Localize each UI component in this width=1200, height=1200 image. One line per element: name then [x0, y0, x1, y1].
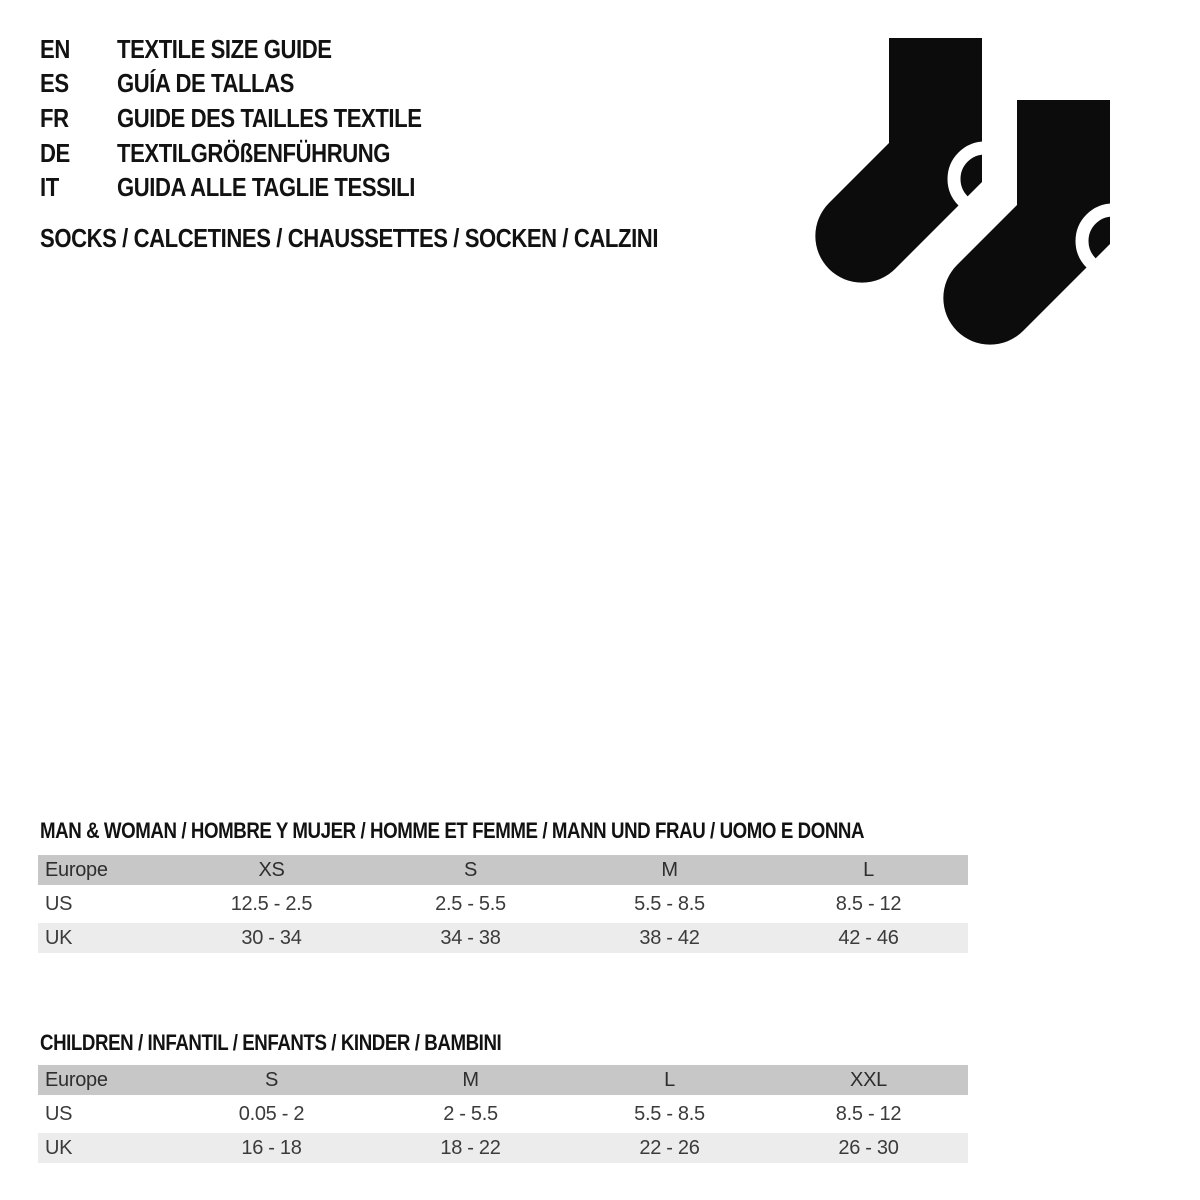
children-us-row: [38, 1099, 968, 1129]
legend-label-en: TEXTILE SIZE GUIDE: [117, 33, 332, 64]
language-code-it: IT: [40, 172, 59, 203]
category-subtitle: [40, 222, 767, 254]
children-size-table: [38, 1065, 968, 1167]
legend-row-de: [40, 136, 475, 171]
legend-row-es: [40, 67, 475, 102]
adults-us-row: [38, 889, 968, 919]
adults-table-header-row: [38, 855, 968, 885]
size-value: 5.5 - 8.5: [634, 1102, 705, 1125]
language-legend: [40, 32, 475, 205]
size-value: 8.5 - 12: [835, 892, 902, 915]
column-header-region: Europe: [45, 1068, 108, 1091]
category-subtitle-text: SOCKS / CALCETINES / CHAUSSETTES / SOCKEN / CALZINI: [40, 222, 659, 253]
row-label-us: US: [45, 1102, 73, 1125]
size-value: 38 - 42: [639, 926, 700, 949]
language-code-en: EN: [40, 33, 70, 64]
size-value: 8.5 - 12: [835, 1102, 902, 1125]
row-label-uk: UK: [45, 1136, 73, 1159]
column-header-s: S: [264, 1068, 279, 1091]
column-header-region: Europe: [45, 858, 108, 881]
size-value: 12.5 - 2.5: [230, 892, 313, 915]
adults-uk-row: [38, 923, 968, 953]
size-value: 42 - 46: [838, 926, 899, 949]
size-value: 2.5 - 5.5: [435, 892, 506, 915]
legend-label-de: TEXTILGRÖßENFÜHRUNG: [117, 137, 391, 168]
children-uk-row: [38, 1133, 968, 1163]
size-value: 22 - 26: [639, 1136, 700, 1159]
row-label-us: US: [45, 892, 73, 915]
size-value: 26 - 30: [838, 1136, 899, 1159]
language-code-fr: FR: [40, 102, 69, 133]
legend-row-it: [40, 170, 475, 205]
column-header-l: L: [664, 1068, 675, 1091]
socks-icon: [808, 26, 1164, 350]
size-value: 18 - 22: [440, 1136, 501, 1159]
row-label-uk: UK: [45, 926, 73, 949]
column-header-l: L: [863, 858, 874, 881]
column-header-s: S: [463, 858, 478, 881]
size-value: 34 - 38: [440, 926, 501, 949]
adults-table-title-text: MAN & WOMAN / HOMBRE Y MUJER / HOMME ET FEMME / MANN UND FRAU / UOMO E DONNA: [40, 818, 865, 843]
size-value: 0.05 - 2: [238, 1102, 305, 1125]
legend-label-fr: GUIDE DES TAILLES TEXTILE: [117, 102, 422, 133]
adults-table-title: [40, 816, 1010, 846]
column-header-xxl: XXL: [850, 1068, 887, 1091]
adults-size-table: [38, 855, 968, 957]
language-code-es: ES: [40, 68, 69, 99]
size-value: 30 - 34: [241, 926, 302, 949]
language-code-de: DE: [40, 137, 70, 168]
legend-label-it: GUIDA ALLE TAGLIE TESSILI: [117, 172, 415, 203]
children-table-title-text: CHILDREN / INFANTIL / ENFANTS / KINDER / BAMBINI: [40, 1030, 502, 1055]
legend-row-fr: [40, 101, 475, 136]
column-header-m: M: [462, 1068, 479, 1091]
size-value: 5.5 - 8.5: [634, 892, 705, 915]
size-value: 2 - 5.5: [443, 1102, 498, 1125]
children-table-header-row: [38, 1065, 968, 1095]
legend-label-es: GUÍA DE TALLAS: [117, 68, 294, 99]
legend-row-en: [40, 32, 475, 67]
column-header-m: M: [661, 858, 678, 881]
column-header-xs: XS: [258, 858, 285, 881]
size-value: 16 - 18: [241, 1136, 302, 1159]
children-table-title: [40, 1028, 583, 1058]
